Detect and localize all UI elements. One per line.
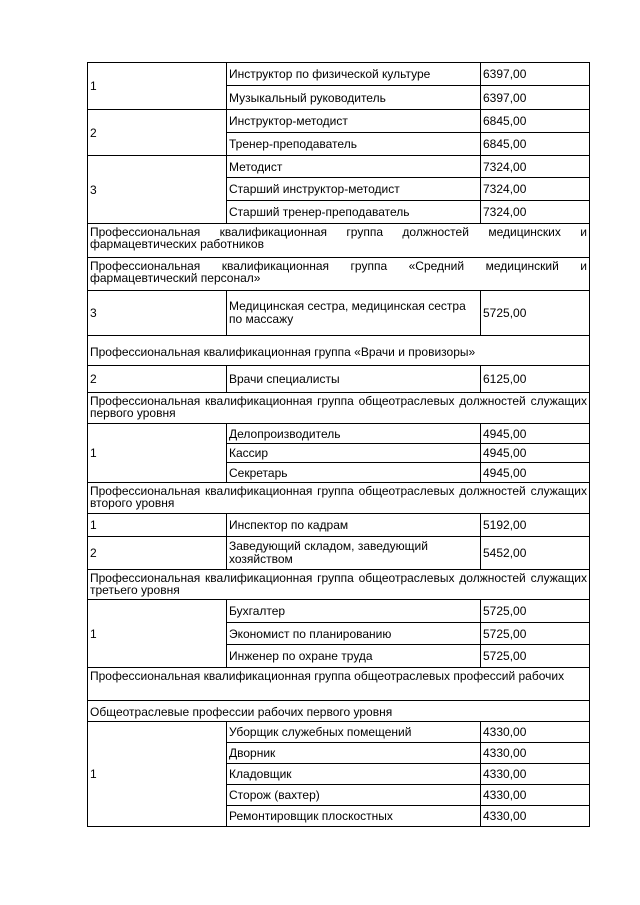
position-name: Заведующий складом, заведующий хозяйством — [227, 537, 481, 569]
table-row — [227, 743, 589, 764]
section-title: Профессиональная квалификационная группа общеотраслевых должностей служащих первого уровня — [90, 394, 587, 420]
group-row — [87, 514, 590, 537]
section-header — [87, 483, 590, 514]
position-name: Кассир — [227, 444, 481, 462]
salary-value: 4330,00 — [483, 809, 527, 823]
table-row — [227, 764, 589, 785]
position-name: Медицинская сестра, медицинская сестра по массажу — [227, 291, 481, 335]
salary-value: 4945,00 — [483, 426, 527, 441]
position-name: Инженер по охране труда — [227, 645, 481, 667]
salary-value: 4945,00 — [483, 446, 527, 460]
group-row — [87, 291, 590, 336]
level-cell: 1 — [88, 63, 227, 109]
level-cell: 2 — [88, 537, 227, 569]
salary-value: 6845,00 — [483, 137, 527, 151]
salary-value: 5725,00 — [483, 649, 527, 663]
group-row — [87, 366, 590, 393]
salary-value: 4330,00 — [483, 788, 527, 802]
level-cell: 1 — [88, 514, 227, 536]
salary-value: 5725,00 — [483, 626, 527, 641]
table-row — [227, 366, 589, 392]
group-row — [87, 424, 590, 483]
level-cell: 2 — [88, 110, 227, 155]
position-name: Ремонтировщик плоскостных — [227, 806, 481, 826]
position-name: Инспектор по кадрам — [227, 514, 481, 536]
section-title: Профессиональная квалификационная группа «Средний медицинский и фармацевтический персонал» — [90, 259, 587, 285]
position-name: Бухгалтер — [227, 600, 481, 622]
salary-value: 4330,00 — [483, 767, 527, 781]
section-title: Профессиональная квалификационная группа общеотраслевых должностей служащих второго уровня — [90, 484, 587, 510]
level-cell: 1 — [88, 600, 227, 667]
salary-value: 4330,00 — [483, 725, 527, 739]
group-row — [87, 110, 590, 156]
level-cell: 1 — [88, 424, 227, 482]
section-title: Общеотраслевые профессии рабочих первого уровня — [90, 705, 393, 719]
position-name: Тренер-преподаватель — [227, 133, 481, 155]
position-name: Уборщик служебных помещений — [227, 722, 481, 742]
table-row — [227, 645, 589, 667]
salary-value: 4330,00 — [483, 746, 527, 760]
salary-value: 5192,00 — [483, 518, 527, 532]
position-name: Старший тренер-преподаватель — [227, 201, 481, 223]
group-row — [87, 156, 590, 224]
salary-value: 7324,00 — [483, 205, 527, 219]
table-row — [227, 623, 589, 645]
table-row — [227, 444, 589, 463]
position-name: Делопроизводитель — [227, 424, 481, 443]
table-row — [227, 600, 589, 623]
position-name: Старший инструктор-методист — [227, 178, 481, 200]
table-row — [227, 156, 589, 178]
level-cell: 3 — [88, 291, 227, 335]
salary-table — [87, 62, 590, 827]
position-name: Кладовщик — [227, 764, 481, 784]
level-cell: 2 — [88, 366, 227, 392]
table-row — [227, 424, 589, 444]
salary-value: 5452,00 — [483, 546, 527, 560]
position-name: Экономист по планированию — [227, 623, 481, 644]
table-row — [227, 463, 589, 482]
table-row — [227, 722, 589, 743]
salary-value: 7324,00 — [483, 182, 527, 196]
table-row — [227, 178, 589, 201]
section-header — [87, 258, 590, 291]
level-cell: 3 — [88, 156, 227, 223]
position-name: Секретарь — [227, 463, 481, 482]
table-row — [227, 291, 589, 335]
position-name: Инструктор по физической культуре — [227, 63, 481, 85]
position-name: Методист — [227, 156, 481, 177]
group-row — [87, 537, 590, 570]
section-header — [87, 393, 590, 424]
group-row — [87, 722, 590, 827]
table-row — [227, 86, 589, 109]
salary-value: 6397,00 — [483, 67, 527, 81]
table-row — [227, 201, 589, 223]
table-row — [227, 537, 589, 569]
salary-value: 5725,00 — [483, 306, 527, 320]
position-name: Сторож (вахтер) — [227, 785, 481, 805]
salary-value: 5725,00 — [483, 604, 527, 618]
section-title: Профессиональная квалификационная группа общеотраслевых должностей служащих третьего уровня — [90, 571, 587, 597]
section-header — [87, 570, 590, 600]
salary-value: 6125,00 — [483, 372, 527, 386]
salary-value: 7324,00 — [483, 159, 527, 174]
section-header — [87, 224, 590, 258]
group-row — [87, 600, 590, 668]
position-name: Врачи специалисты — [227, 366, 481, 392]
section-header — [87, 701, 590, 722]
section-title: Профессиональная квалификационная группа должностей медицинских и фармацевтических работников — [90, 225, 587, 251]
section-header — [87, 336, 590, 366]
salary-value: 6397,00 — [483, 90, 527, 105]
table-row — [227, 110, 589, 133]
level-cell: 1 — [88, 722, 227, 826]
table-row — [227, 63, 589, 86]
position-name: Музыкальный руководитель — [227, 86, 481, 109]
section-header — [87, 668, 590, 701]
position-name: Дворник — [227, 743, 481, 763]
salary-value: 4945,00 — [483, 465, 527, 480]
table-row — [227, 785, 589, 806]
group-row — [87, 62, 590, 110]
table-row — [227, 133, 589, 155]
position-name: Инструктор-методист — [227, 110, 481, 132]
section-title: Профессиональная квалификационная группа «Врачи и провизоры» — [90, 344, 476, 359]
section-title: Профессиональная квалификационная группа общеотраслевых профессий рабочих — [90, 669, 565, 683]
salary-value: 6845,00 — [483, 114, 527, 128]
table-row — [227, 806, 589, 826]
table-row — [227, 514, 589, 536]
